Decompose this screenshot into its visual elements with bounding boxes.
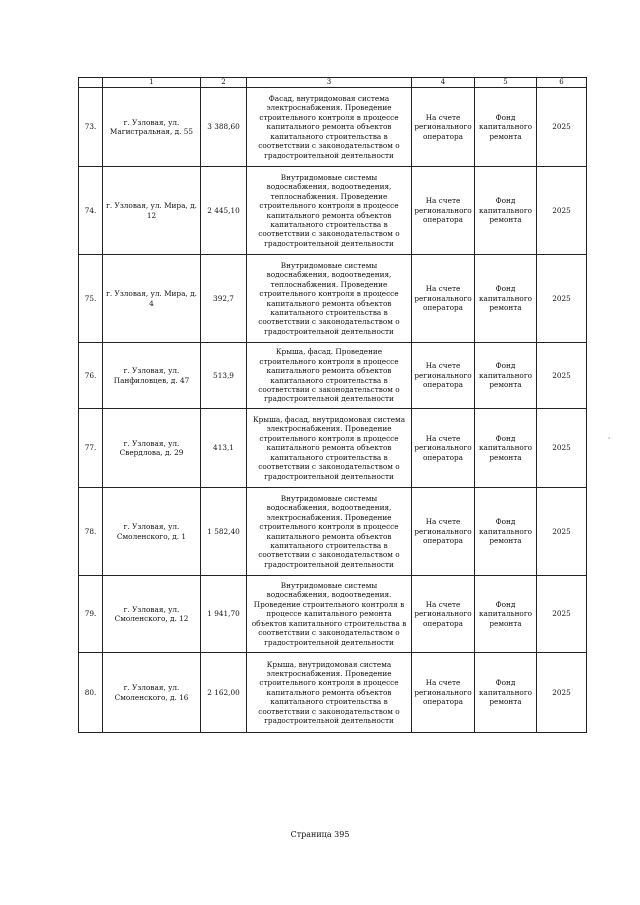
table-row bbox=[79, 255, 587, 343]
cell-address: г. Узловая, ул. Смоленского, д. 12 bbox=[103, 576, 201, 653]
cell-year: 2025 bbox=[537, 255, 587, 343]
repair-schedule-table bbox=[78, 77, 587, 733]
cell-area: 3 388,60 bbox=[201, 88, 247, 167]
cell-address: г. Узловая, ул. Смоленского, д. 1 bbox=[103, 488, 201, 576]
cell-fund: Фонд капитального ремонта bbox=[475, 88, 537, 167]
cell-num: 80. bbox=[79, 653, 103, 733]
cell-area: 392,7 bbox=[201, 255, 247, 343]
cell-fund: Фонд капитального ремонта bbox=[475, 167, 537, 255]
cell-area: 2 445,10 bbox=[201, 167, 247, 255]
cell-num: 74. bbox=[79, 167, 103, 255]
cell-area: 413,1 bbox=[201, 409, 247, 488]
cell-works: Крыша, фасад. Проведение строительного контроля в процессе капитального ремонта объектов капитального строительства в соответствии с законодательством о градостроительной деятельности bbox=[247, 343, 412, 409]
table-row bbox=[79, 653, 587, 733]
cell-works: Фасад, внутридомовая система электроснабжения. Проведение строительного контроля в процессе капитального ремонта объектов капитального строительства в соответствии с законодательством о градостроительной деятельности bbox=[247, 88, 412, 167]
cell-num: 79. bbox=[79, 576, 103, 653]
cell-area: 2 162,00 bbox=[201, 653, 247, 733]
table-row bbox=[79, 343, 587, 409]
cell-works: Внутридомовые системы водоснабжения, водоотведения, теплоснабжения. Проведение строительного контроля в процессе капитального ремонта объектов капитального строительства в соответствии с законодательством о градостроительной деятельности bbox=[247, 167, 412, 255]
column-header: 1 bbox=[103, 78, 201, 88]
cell-num: 76. bbox=[79, 343, 103, 409]
cell-fund: Фонд капитального ремонта bbox=[475, 653, 537, 733]
cell-fund: Фонд капитального ремонта bbox=[475, 343, 537, 409]
cell-account: На счете регионального оператора bbox=[412, 576, 475, 653]
column-header: 2 bbox=[201, 78, 247, 88]
cell-address: г. Узловая, ул. Панфиловцев, д. 47 bbox=[103, 343, 201, 409]
table-row bbox=[79, 576, 587, 653]
column-header: 3 bbox=[247, 78, 412, 88]
column-header: 5 bbox=[475, 78, 537, 88]
cell-account: На счете регионального оператора bbox=[412, 653, 475, 733]
page-number: Страница 395 bbox=[290, 830, 350, 839]
cell-works: Внутридомовые системы водоснабжения, водоотведения. Проведение строительного контроля в процессе капитального ремонта объектов капитального строительства в соответствии с законодательством о градостроительной деятельности bbox=[247, 576, 412, 653]
cell-account: На счете регионального оператора bbox=[412, 343, 475, 409]
cell-area: 1 582,40 bbox=[201, 488, 247, 576]
column-header: 6 bbox=[537, 78, 587, 88]
cell-year: 2025 bbox=[537, 343, 587, 409]
cell-works: Внутридомовые системы водоснабжения, водоотведения, теплоснабжения. Проведение строительного контроля в процессе капитального ремонта объектов капитального строительства в соответствии с законодательством о градостроительной деятельности bbox=[247, 255, 412, 343]
cell-account: На счете регионального оператора bbox=[412, 255, 475, 343]
cell-works: Внутридомовые системы водоснабжения, водоотведения, электроснабжения. Проведение строительного контроля в процессе капитального ремонта объектов капитального строительства в соответствии с законодательством о градостроительной деятельности bbox=[247, 488, 412, 576]
table-header-row bbox=[79, 78, 587, 88]
cell-works: Крыша, фасад, внутридомовая система электроснабжения. Проведение строительного контроля в процессе капитального ремонта объектов капитального строительства в соответствии с законодательством о градостроительной деятельности bbox=[247, 409, 412, 488]
cell-fund: Фонд капитального ремонта bbox=[475, 576, 537, 653]
column-header: 4 bbox=[412, 78, 475, 88]
cell-num: 73. bbox=[79, 88, 103, 167]
table-row bbox=[79, 167, 587, 255]
cell-account: На счете регионального оператора bbox=[412, 409, 475, 488]
cell-address: г. Узловая, ул. Свердлова, д. 29 bbox=[103, 409, 201, 488]
cell-fund: Фонд капитального ремонта bbox=[475, 409, 537, 488]
cell-num: 78. bbox=[79, 488, 103, 576]
table-row bbox=[79, 88, 587, 167]
cell-address: г. Узловая, ул. Мира, д. 12 bbox=[103, 167, 201, 255]
cell-year: 2025 bbox=[537, 409, 587, 488]
scan-mark: ‚ bbox=[608, 432, 611, 440]
cell-works: Крыша, внутридомовая система электроснабжения. Проведение строительного контроля в процессе капитального ремонта объектов капитального строительства в соответствии с законодательством о градостроительной деятельности bbox=[247, 653, 412, 733]
cell-year: 2025 bbox=[537, 167, 587, 255]
cell-year: 2025 bbox=[537, 653, 587, 733]
cell-account: На счете регионального оператора bbox=[412, 488, 475, 576]
cell-area: 1 941,70 bbox=[201, 576, 247, 653]
cell-year: 2025 bbox=[537, 576, 587, 653]
cell-fund: Фонд капитального ремонта bbox=[475, 255, 537, 343]
table-row bbox=[79, 409, 587, 488]
cell-area: 513,9 bbox=[201, 343, 247, 409]
cell-num: 75. bbox=[79, 255, 103, 343]
cell-address: г. Узловая, ул. Смоленского, д. 16 bbox=[103, 653, 201, 733]
cell-fund: Фонд капитального ремонта bbox=[475, 488, 537, 576]
cell-account: На счете регионального оператора bbox=[412, 167, 475, 255]
column-header-blank bbox=[79, 78, 103, 88]
cell-account: На счете регионального оператора bbox=[412, 88, 475, 167]
cell-address: г. Узловая, ул. Мира, д. 4 bbox=[103, 255, 201, 343]
cell-year: 2025 bbox=[537, 88, 587, 167]
cell-year: 2025 bbox=[537, 488, 587, 576]
table-row bbox=[79, 488, 587, 576]
cell-address: г. Узловая, ул. Магистральная, д. 55 bbox=[103, 88, 201, 167]
cell-num: 77. bbox=[79, 409, 103, 488]
